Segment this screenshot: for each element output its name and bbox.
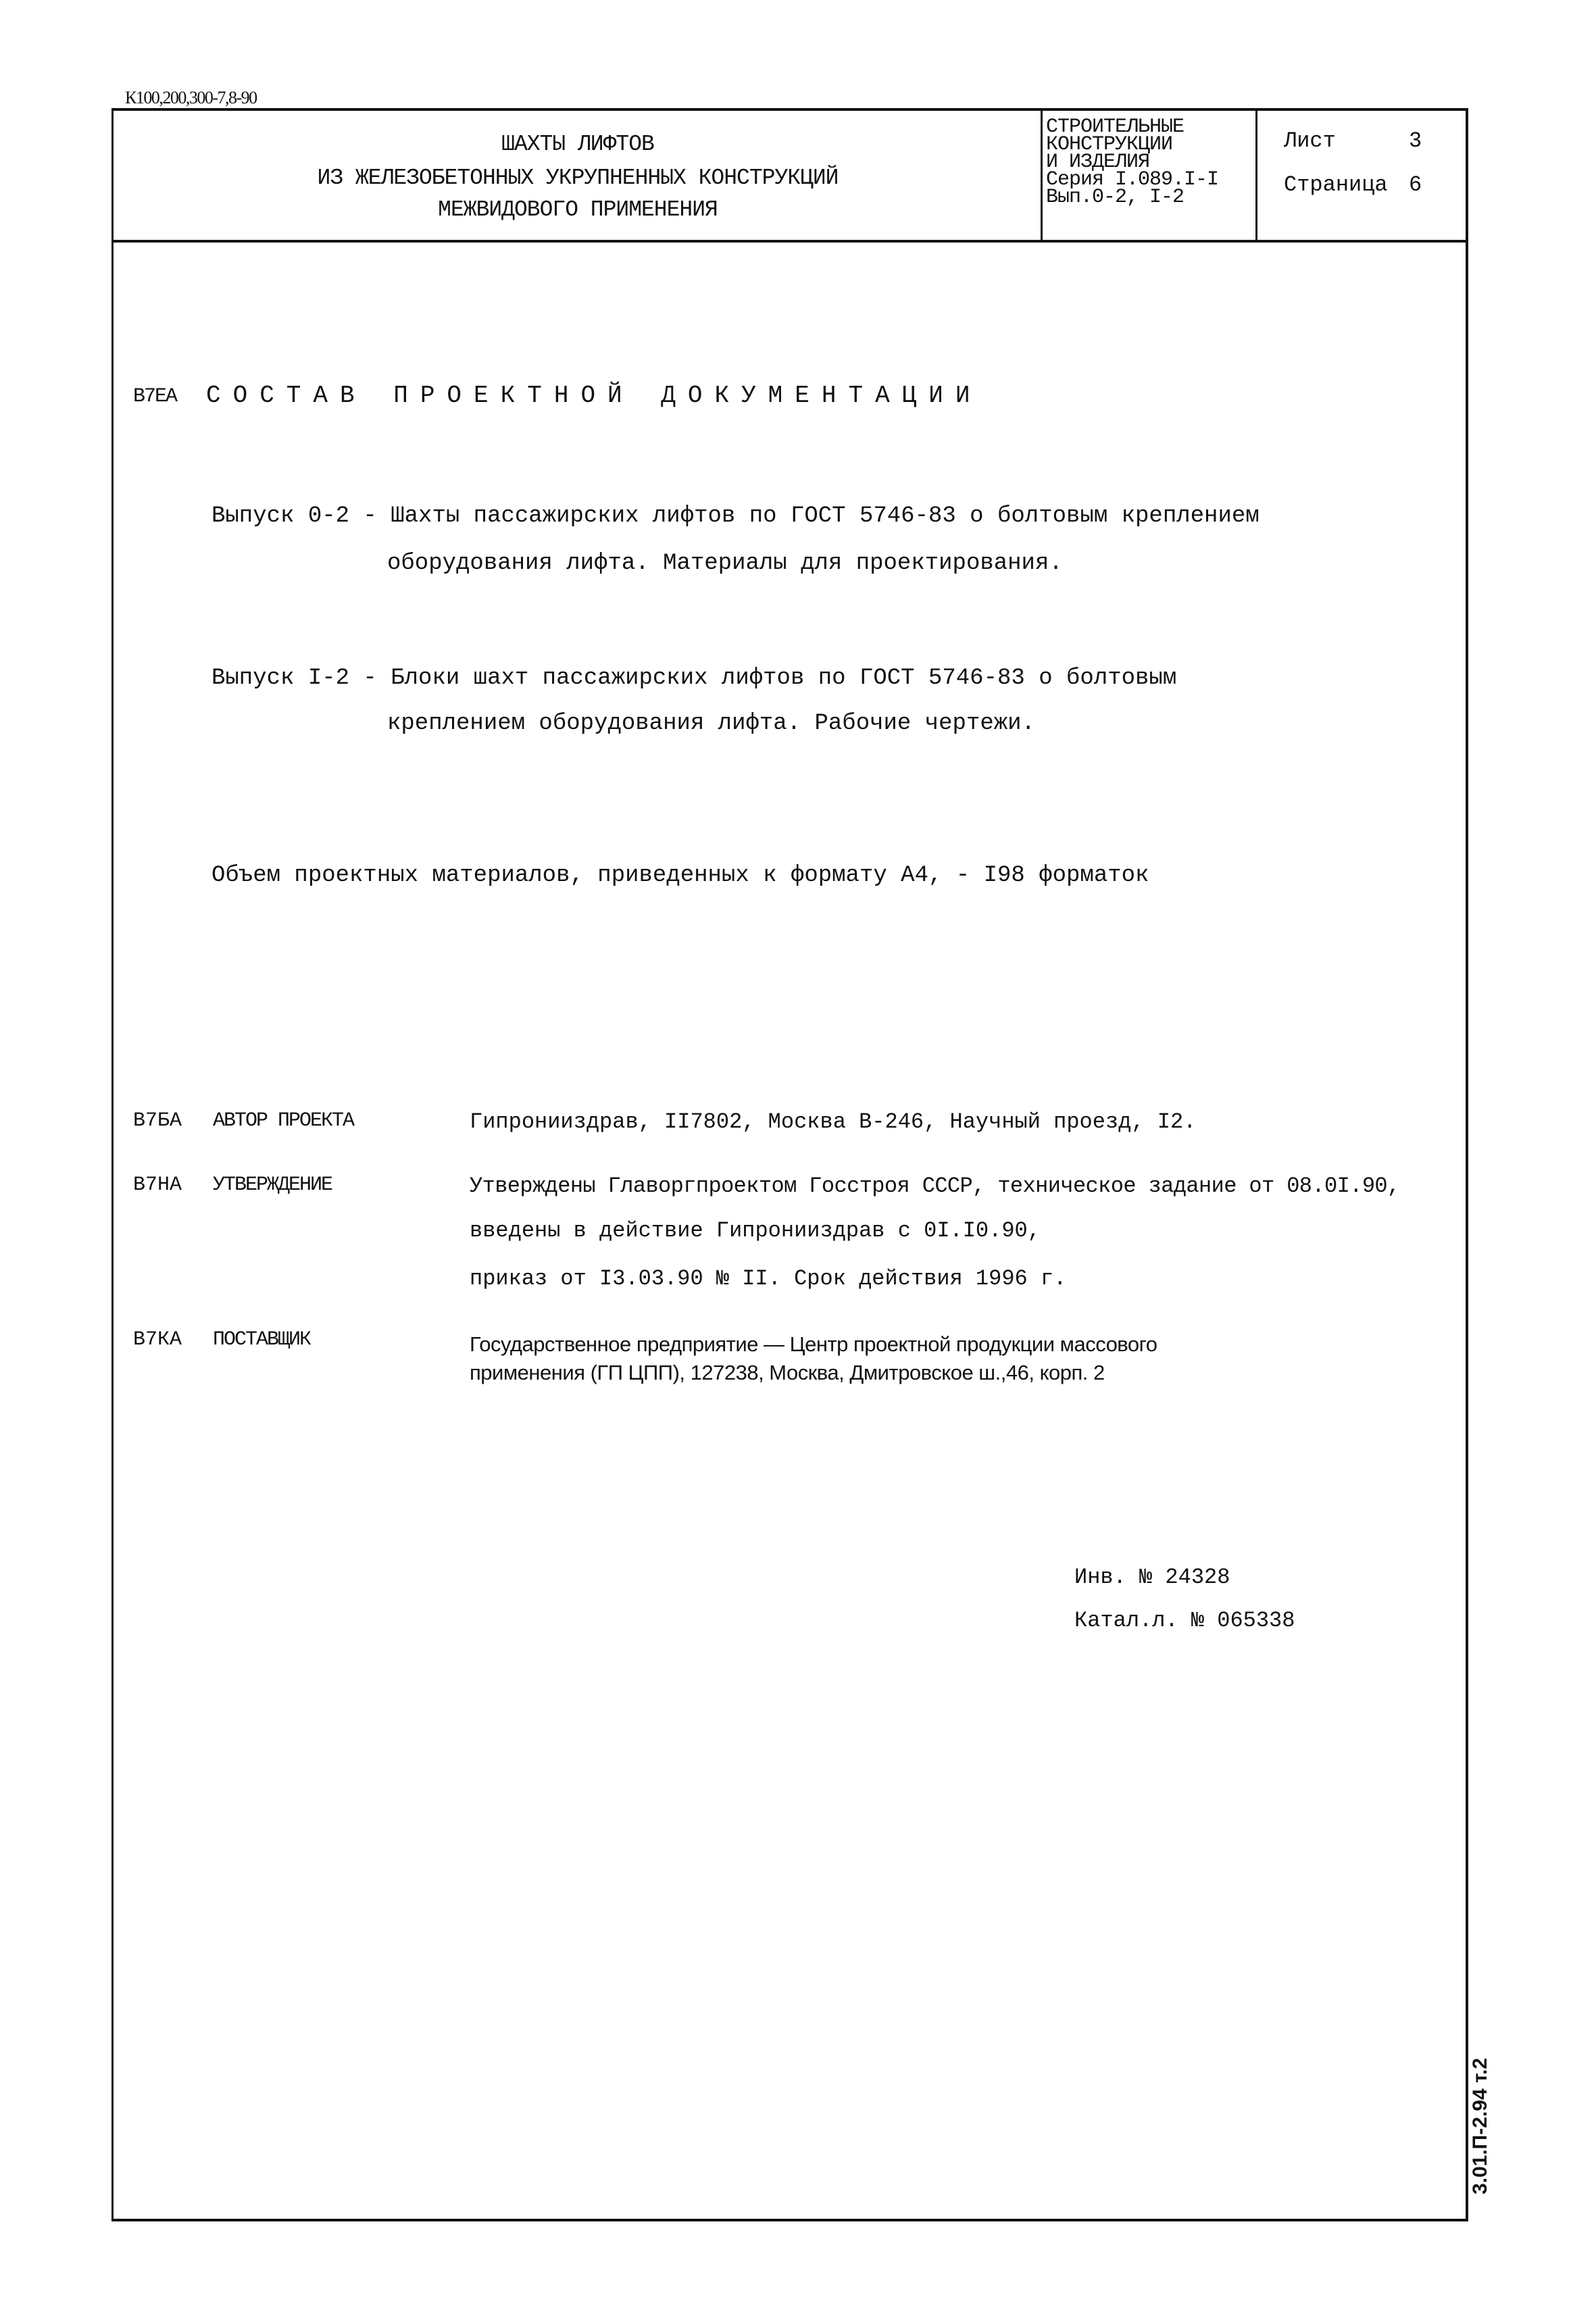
author-label: АВТОР ПРОЕКТА [213,1109,354,1132]
approval-line-3: приказ от I3.03.90 № II. Срок действия 1996 г. [470,1266,1067,1291]
approval-code: В7НА [133,1174,182,1197]
issue-1-line-2: креплением оборудования лифта. Рабочие чертежи. [387,711,1035,736]
series-line: И ИЗДЕЛИЯ [1046,151,1150,174]
page-label: Страница [1284,172,1388,197]
document-code: К100,200,300-7,8-90 [125,88,257,107]
header-title-line-3: МЕЖВИДОВОГО ПРИМЕНЕНИЯ [438,197,718,222]
header-divider-2 [1255,108,1257,242]
series-line: КОНСТРУКЦИИ [1046,133,1173,156]
approval-line-1: Утверждены Главоргпроектом Госстроя СССР, техническое задание от 08.0I.90, [470,1174,1400,1199]
supplier-line-1: Государственное предприятие — Центр проектной продукции массового [470,1332,1157,1356]
supplier-line-2: применения (ГП ЦПП), 127238, Москва, Дмитровское ш.,46, корп. 2 [470,1361,1105,1384]
header-title-line-2: ИЗ ЖЕЛЕЗОБЕТОННЫХ УКРУПНЕННЫХ КОНСТРУКЦИЙ [317,166,839,191]
supplier-code: В7КА [133,1328,182,1351]
issue-0-line-1: Выпуск 0-2 - Шахты пассажирских лифтов по ГОСТ 5746-83 о болтовым креплением [211,503,1260,529]
page-value: 6 [1409,172,1422,197]
sheet-label: Лист [1284,128,1336,153]
series-line: Вып.0-2, I-2 [1046,186,1184,209]
issue-0-line-2: оборудования лифта. Материалы для проектирования. [387,551,1063,576]
series-line: Серия I.089.I-I [1046,168,1219,191]
catalog-number: Катал.л. № 065338 [1074,1608,1295,1633]
header-title-line-1: ШАХТЫ ЛИФТОВ [501,132,654,157]
section-code: В7ЕА [133,385,177,408]
supplier-label: ПОСТАВЩИК [213,1328,311,1351]
approval-line-2: введены в действие Гипронииздрав с 0I.I0.90, [470,1218,1041,1243]
issue-1-line-1: Выпуск I-2 - Блоки шахт пассажирских лифтов по ГОСТ 5746-83 о болтовым [211,665,1177,691]
header-divider [111,240,1468,243]
side-stamp: 3.01.П-2.94 т.2 [1469,2057,1492,2195]
author-value: Гипронииздрав, II7802, Москва В-246, Научный проезд, I2. [470,1109,1197,1134]
volume-text: Объем проектных материалов, приведенных к формату А4, - I98 форматок [211,863,1149,888]
page-frame [111,108,1468,2221]
series-line: СТРОИТЕЛЬНЫЕ [1046,116,1184,139]
inventory-number: Инв. № 24328 [1074,1565,1230,1590]
section-title: СОСТАВ ПРОЕКТНОЙ ДОКУМЕНТАЦИИ [206,382,982,409]
approval-label: УТВЕРЖДЕНИЕ [213,1174,332,1197]
series-block [1046,116,1219,209]
sheet-value: 3 [1409,128,1422,153]
author-code: В7БА [133,1109,182,1132]
